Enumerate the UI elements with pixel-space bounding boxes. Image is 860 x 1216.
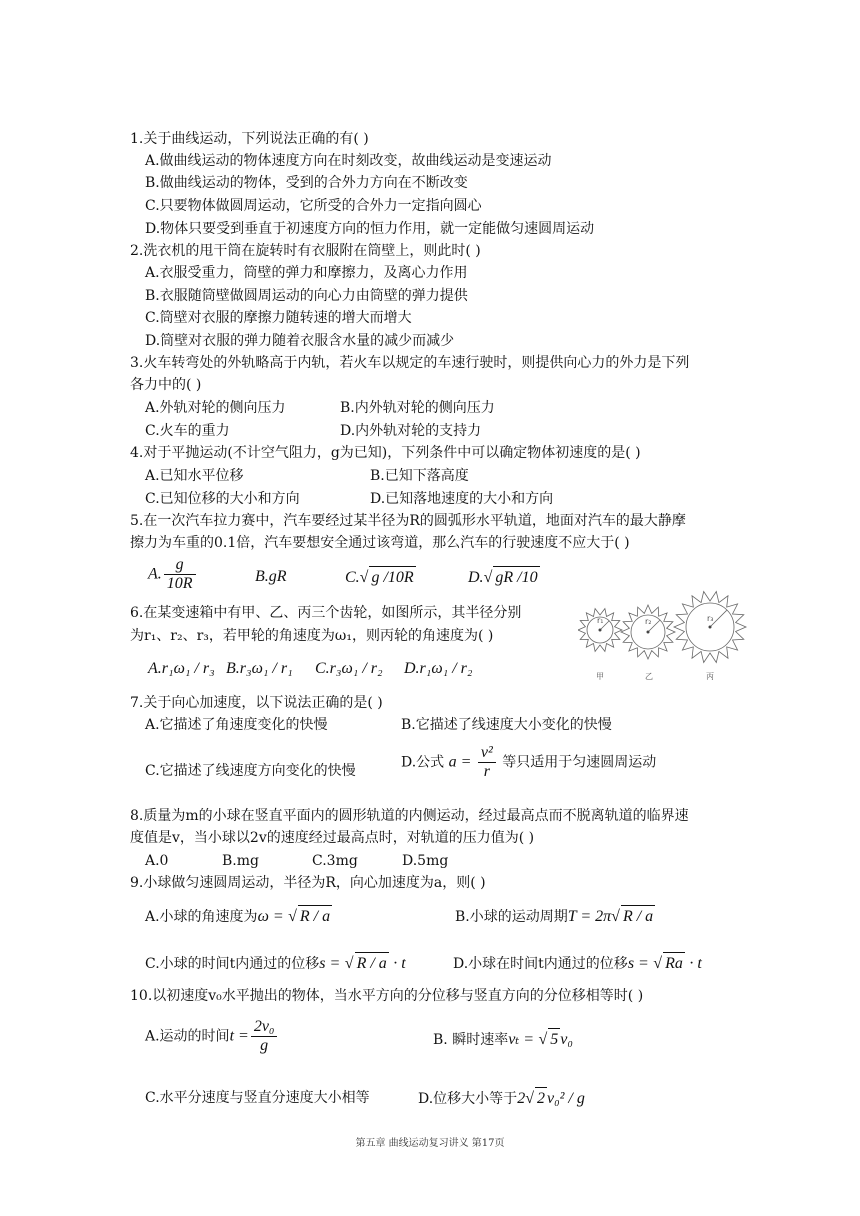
- q9-option-a: A.小球的角速度为ω = √ R / a: [145, 905, 332, 928]
- question-6-stem-line2: 为r₁、r₂、r₃，若甲轮的角速度为ω₁，则丙轮的角速度为( ): [130, 628, 494, 644]
- q5-option-b: B.gR: [255, 568, 287, 585]
- gear-center-dot: [599, 629, 602, 632]
- page-footer: 第五章 曲线运动复习讲义 第17页: [355, 1138, 505, 1149]
- q10-option-a: A.运动的时间t = $\frac{\text{2v₀}}{g}$: [145, 1018, 279, 1055]
- gear-label-bing: 丙: [706, 672, 714, 681]
- gear-label-yi: 乙: [645, 672, 653, 681]
- q3-option-b: B.内外轨对轮的侧向压力: [340, 400, 495, 416]
- q2-option-d: D.筒壁对衣服的弹力随着衣服含水量的减少而减少: [145, 333, 455, 349]
- q10-option-d: D.位移大小等于2√ 2 v₀² / g: [418, 1087, 585, 1110]
- gear-label-jia: 甲: [596, 672, 604, 681]
- q4-option-d: D.已知落地速度的大小和方向: [370, 491, 554, 507]
- question-3-stem-line2: 各力中的( ): [130, 377, 202, 393]
- q7-fraction: $\frac{\text{v²}}{r}$: [478, 744, 496, 781]
- q10-option-c: C.水平分速度与竖直分速度大小相等: [145, 1090, 370, 1106]
- question-4-stem: 4.对于平抛运动(不计空气阻力，g为已知)，下列条件中可以确定物体初速度的是( ): [130, 445, 641, 461]
- question-6-stem-line1: 6.在某变速箱中有甲、乙、丙三个齿轮，如图所示，其半径分别: [130, 605, 522, 621]
- radical-sign-icon: √: [538, 1031, 548, 1048]
- radical-sign-icon: √: [611, 908, 620, 925]
- q5-option-a: A. $\frac{g}{10R}$: [148, 556, 198, 593]
- q7-option-c: C.它描述了线速度方向变化的快慢: [145, 763, 356, 779]
- q1-option-d: D.物体只要受到垂直于初速度方向的恒力作用，就一定能做匀速圆周运动: [145, 221, 595, 237]
- question-5-stem-line1: 5.在一次汽车拉力赛中，汽车要经过某半径为R的圆弧形水平轨道，地面对汽车的最大静摩: [130, 513, 686, 529]
- radius-label-r1: r₁: [597, 616, 604, 625]
- q5-option-d: D.√ gR /10: [468, 566, 540, 589]
- question-5-stem-line2: 擦力为车重的0.1倍，汽车要想安全通过该弯道，那么汽车的行驶速度不应大于( ): [130, 535, 630, 551]
- q4-option-a: A.已知水平位移: [145, 468, 244, 484]
- q6-option-b: B.r₃ω₁ / r₁: [226, 660, 293, 677]
- gear-center-dot: [647, 631, 650, 634]
- q8-option-b: B.mg: [222, 853, 259, 869]
- radical-sign-icon: √: [653, 955, 663, 972]
- question-8-stem-line2: 度值是v，当小球以2v的速度经过最高点时，对轨道的压力值为( ): [130, 830, 535, 846]
- question-3-stem-line1: 3.火车转弯处的外轨略高于内轨，若火车以规定的车速行驶时，则提供向心力的外力是下列: [130, 355, 690, 371]
- q5-option-c: C.√ g /10R: [345, 566, 416, 589]
- question-1-stem: 1.关于曲线运动，下列说法正确的有( ): [130, 131, 369, 147]
- gear-center-dot: [709, 626, 712, 629]
- q5-fraction: $\frac{g}{10R}$: [164, 556, 196, 593]
- q1-option-c: C.只要物体做圆周运动，它所受的合外力一定指向圆心: [145, 198, 482, 214]
- q7-option-a: A.它描述了角速度变化的快慢: [145, 717, 328, 733]
- q6-option-a: A.r₁ω₁ / r₃: [148, 660, 215, 677]
- question-2-stem: 2.洗衣机的甩干筒在旋转时有衣服附在筒壁上，则此时( ): [130, 243, 481, 259]
- question-10-stem: 10.以初速度v₀水平抛出的物体，当水平方向的分位移与竖直方向的分位移相等时( ): [130, 988, 644, 1004]
- gear-yi: [621, 605, 675, 659]
- q3-option-d: D.内外轨对轮的支持力: [340, 423, 482, 439]
- q9-option-c: C.小球的时间t内通过的位移s = √ R / a · t: [145, 952, 406, 975]
- radical-sign-icon: √: [344, 955, 354, 972]
- q8-option-d: D.5mg: [402, 853, 449, 869]
- q9-option-b: B.小球的运动周期T = 2π√ R / a: [455, 905, 655, 928]
- q10-fraction: $\frac{\text{2v₀}}{g}$: [251, 1018, 278, 1055]
- q9-option-d: D.小球在时间t内通过的位移s = √ Ra · t: [453, 952, 702, 975]
- radical-sign-icon: √: [359, 569, 369, 586]
- q4-option-b: B.已知下落高度: [370, 468, 469, 484]
- radical-sign-icon: √: [483, 569, 493, 586]
- question-9-stem: 9.小球做匀速圆周运动，半径为R，向心加速度为a，则( ): [130, 875, 486, 891]
- q6-option-d: D.r₁ω₁ / r₂: [404, 660, 473, 677]
- q3-option-a: A.外轨对轮的侧向压力: [145, 400, 286, 416]
- q2-option-c: C.筒壁对衣服的摩擦力随转速的增大而增大: [145, 310, 412, 326]
- radical-sign-icon: √: [525, 1090, 534, 1107]
- q7-option-d: D.公式 a = $\frac{\text{v²}}{r}$ 等只适用于匀速圆周运动: [401, 744, 657, 780]
- q8-option-c: C.3mg: [312, 853, 358, 869]
- q6-option-c: C.r₃ω₁ / r₂: [315, 660, 383, 677]
- gears-figure: [578, 590, 748, 685]
- question-8-stem-line1: 8.质量为m的小球在竖直平面内的圆形轨道的内侧运动，经过最高点而不脱离轨道的临界速: [130, 808, 689, 824]
- q7-option-b: B.它描述了线速度大小变化的快慢: [401, 717, 612, 733]
- q8-option-a: A.0: [145, 853, 169, 869]
- question-7-stem: 7.关于向心加速度，以下说法正确的是( ): [130, 695, 383, 711]
- q1-option-b: B.做曲线运动的物体，受到的合外力方向在不断改变: [145, 175, 468, 191]
- radical-sign-icon: √: [288, 908, 297, 925]
- q2-option-b: B.衣服随筒壁做圆周运动的向心力由筒壁的弹力提供: [145, 288, 468, 304]
- radius-label-r3: r₃: [707, 614, 714, 623]
- q3-option-c: C.火车的重力: [145, 423, 230, 439]
- q1-option-a: A.做曲线运动的物体速度方向在时刻改变，故曲线运动是变速运动: [145, 153, 552, 169]
- q2-option-a: A.衣服受重力，筒壁的弹力和摩擦力，及离心力作用: [145, 265, 468, 281]
- radius-label-r2: r₂: [645, 617, 652, 626]
- gear-bing: [674, 592, 746, 663]
- q10-option-b: B. 瞬时速率vₜ = √ 5 v₀: [433, 1028, 573, 1051]
- q4-option-c: C.已知位移的大小和方向: [145, 491, 300, 507]
